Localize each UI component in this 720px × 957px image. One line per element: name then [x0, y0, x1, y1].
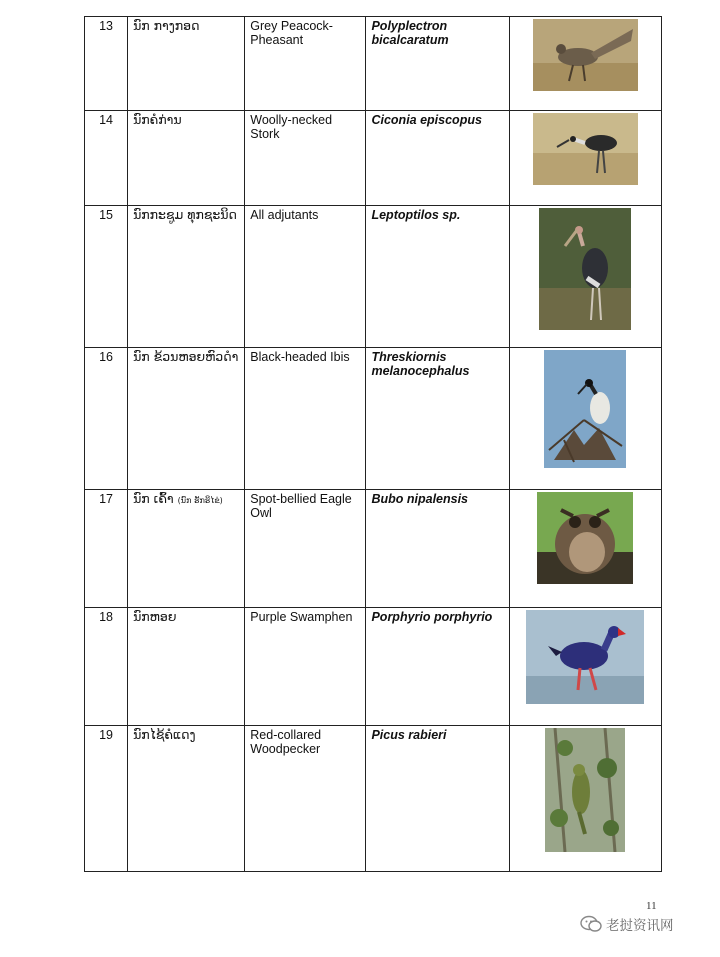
- eagle-owl-photo: [537, 492, 633, 584]
- english-name: Spot-bellied Eagle Owl: [245, 490, 366, 608]
- lao-name-text: ນົກ ກາງກອດ: [133, 18, 200, 33]
- table-row: [85, 348, 662, 490]
- lao-name-text: ນົກ ເຄົ້າ: [133, 491, 174, 506]
- purple-swamphen-photo: [526, 610, 644, 704]
- photo-cell: [509, 17, 661, 111]
- table-row: [85, 490, 662, 608]
- woodpecker-photo: [545, 728, 625, 852]
- english-name: Woolly-necked Stork: [245, 111, 366, 206]
- lao-name: [128, 17, 245, 111]
- lao-name-text: ນົກກະຊູມ ທຸກຊະນິດ: [133, 207, 237, 222]
- photo-cell: [509, 490, 661, 608]
- lao-name-text: ນົກ ຂ້ວນຫອຍຫົວດໍາ: [133, 349, 239, 364]
- lao-name-text: ນົກຫອຍ: [133, 609, 177, 624]
- english-name: All adjutants: [245, 206, 366, 348]
- photo-cell: [509, 348, 661, 490]
- scientific-name: Porphyrio porphyrio: [366, 608, 509, 726]
- lao-name-note: (ນົກ ຮັກຮິໄຂ່): [177, 496, 223, 505]
- scientific-name: Leptoptilos sp.: [366, 206, 509, 348]
- species-table: [84, 16, 662, 872]
- photo-cell: [509, 726, 661, 872]
- row-number: 17: [85, 490, 128, 608]
- table-row: [85, 17, 662, 111]
- table-row: [85, 206, 662, 348]
- scientific-name: Picus rabieri: [366, 726, 509, 872]
- photo-cell: [509, 608, 661, 726]
- table-row: [85, 608, 662, 726]
- adjutant-photo: [539, 208, 631, 330]
- watermark: [580, 914, 674, 934]
- woolly-necked-stork-photo: [533, 113, 638, 185]
- scientific-name: Threskiornis melanocephalus: [366, 348, 509, 490]
- photo-cell: [509, 111, 661, 206]
- table-row: [85, 726, 662, 872]
- watermark-text: 老挝资讯网: [606, 918, 674, 933]
- wechat-icon: [580, 915, 602, 933]
- lao-name: [128, 206, 245, 348]
- row-number: 16: [85, 348, 128, 490]
- page-number: 11: [646, 900, 657, 912]
- row-number: 14: [85, 111, 128, 206]
- english-name: Grey Peacock-Pheasant: [245, 17, 366, 111]
- scientific-name: Bubo nipalensis: [366, 490, 509, 608]
- row-number: 15: [85, 206, 128, 348]
- lao-name: [128, 726, 245, 872]
- lao-name: [128, 111, 245, 206]
- row-number: 13: [85, 17, 128, 111]
- english-name: Red-collared Woodpecker: [245, 726, 366, 872]
- lao-name-text: ນົກຄໍກ່ານ: [133, 112, 182, 127]
- black-headed-ibis-photo: [544, 350, 626, 468]
- row-number: 19: [85, 726, 128, 872]
- lao-name: [128, 348, 245, 490]
- lao-name: [128, 490, 245, 608]
- scientific-name: Ciconia episcopus: [366, 111, 509, 206]
- scientific-name: Polyplectron bicalcaratum: [366, 17, 509, 111]
- row-number: 18: [85, 608, 128, 726]
- lao-name: [128, 608, 245, 726]
- lao-name-text: ນົກໄຊ້ຄໍແດງ: [133, 727, 196, 742]
- grey-peacock-pheasant-photo: [533, 19, 638, 91]
- english-name: Purple Swamphen: [245, 608, 366, 726]
- table-row: [85, 111, 662, 206]
- photo-cell: [509, 206, 661, 348]
- english-name: Black-headed Ibis: [245, 348, 366, 490]
